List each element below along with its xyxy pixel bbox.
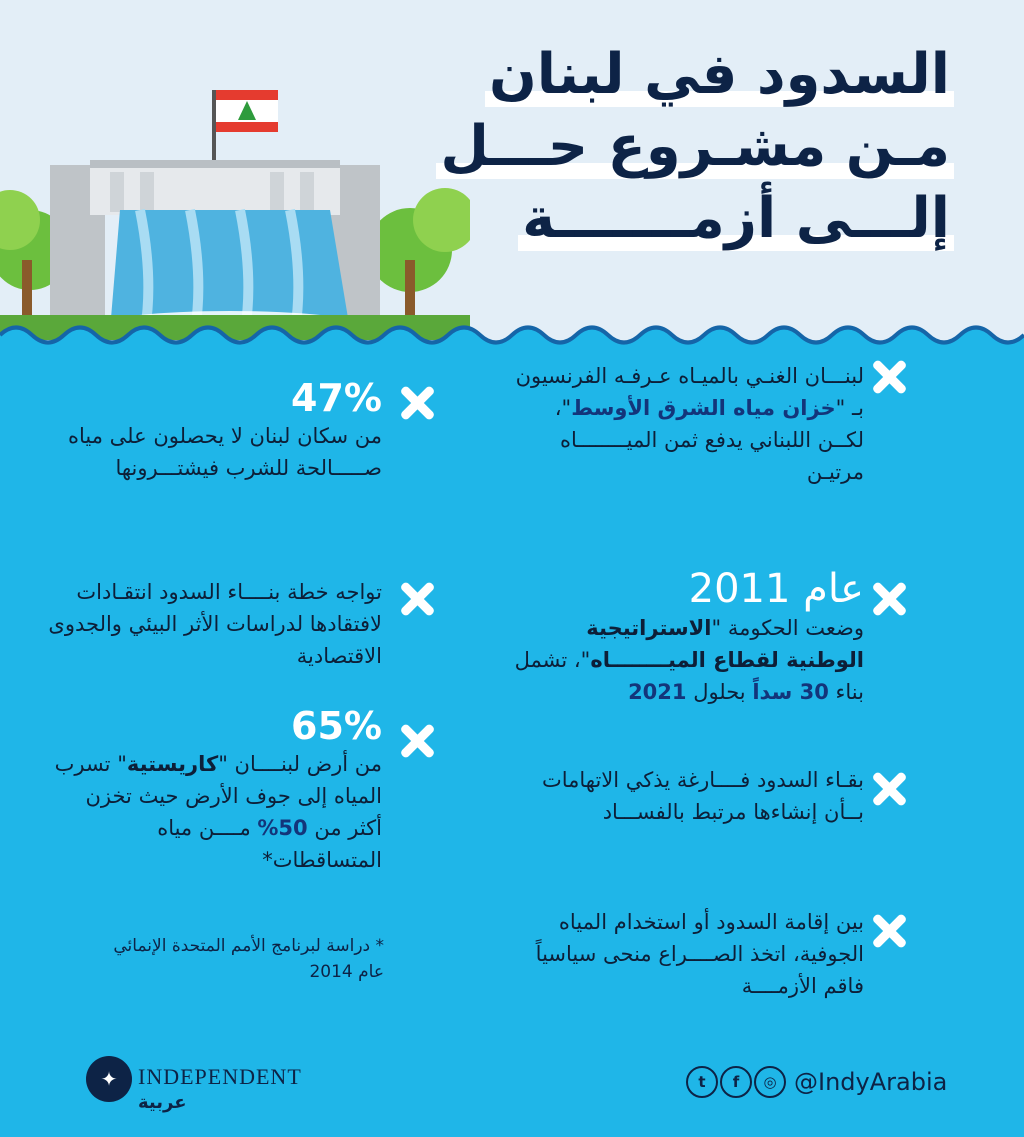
social-handle[interactable]: @IndyArabia xyxy=(794,1068,948,1096)
fact-left-3: 65% من أرض لبنــــان "كاريستية" تسرب المياه إلى جوف الأرض حيث تخزن أكثر من 50% مــــن مياه المتساقطات* xyxy=(52,704,382,876)
footnote: * دراسة لبرنامج الأمم المتحدة الإنمائي عام 2014 xyxy=(113,936,384,982)
page-title xyxy=(434,42,954,258)
title-line-3: إلـــى أزمـــــــة xyxy=(518,186,954,251)
cross-icon xyxy=(870,580,908,618)
fact-left-2: تواجه خطة بنــــاء السدود انتقـادات لافتقادها لدراسات الأثر البيئي والجدوى الاقتصادية xyxy=(48,580,382,668)
dam-illustration xyxy=(0,80,470,340)
facebook-icon[interactable]: f xyxy=(720,1066,752,1098)
fact-right-3: بقـاء السدود فــــارغة يذكي الاتهامات بــأن إنشاءها مرتبط بالفســـاد xyxy=(541,768,864,824)
cross-icon xyxy=(398,722,436,760)
year-label: عام 2011 xyxy=(688,566,864,612)
cross-icon xyxy=(870,770,908,808)
fact-left-1: 47% من سكان لبنان لا يحصلون على مياه صـــــالحة للشرب فيشتـــرونها xyxy=(62,376,382,484)
fact-right-2: عام 2011 وضعت الحكومة "الاستراتيجية الوطنية لقطاع الميــــــــاه"، تشمل بناء 30 سداً بحلول 2021 xyxy=(504,566,864,708)
title-line-1: السدود في لبنان xyxy=(485,42,954,107)
water-wave xyxy=(0,310,1024,360)
cross-icon xyxy=(870,912,908,950)
title-line-2: مـن مشـروع حـــل xyxy=(436,114,954,179)
eagle-icon: ✦ xyxy=(86,1056,132,1102)
cross-icon xyxy=(870,358,908,396)
fact-right-4: بين إقامة السدود أو استخدام المياه الجوفية، اتخذ الصــــراع منحى سياسياً فاقم الأزمــــة xyxy=(535,910,864,998)
brand-name-arabic: عربية xyxy=(138,1092,187,1113)
brand-name: INDEPENDENT xyxy=(138,1064,302,1089)
instagram-icon[interactable]: ◎ xyxy=(754,1066,786,1098)
cross-icon xyxy=(398,384,436,422)
fact-right-1: لبنـــان الغنـي بالميـاه عـرفـه الفرنسيون بـ "خزان مياه الشرق الأوسط"، لكــن اللبناني يدفع ثمن الميــــــــاه مرتيـن xyxy=(515,364,864,484)
twitter-icon[interactable]: t xyxy=(686,1066,718,1098)
stat-47: 47% xyxy=(291,376,382,420)
independent-logo xyxy=(86,1052,336,1122)
stat-65: 65% xyxy=(291,704,382,748)
cross-icon xyxy=(398,580,436,618)
